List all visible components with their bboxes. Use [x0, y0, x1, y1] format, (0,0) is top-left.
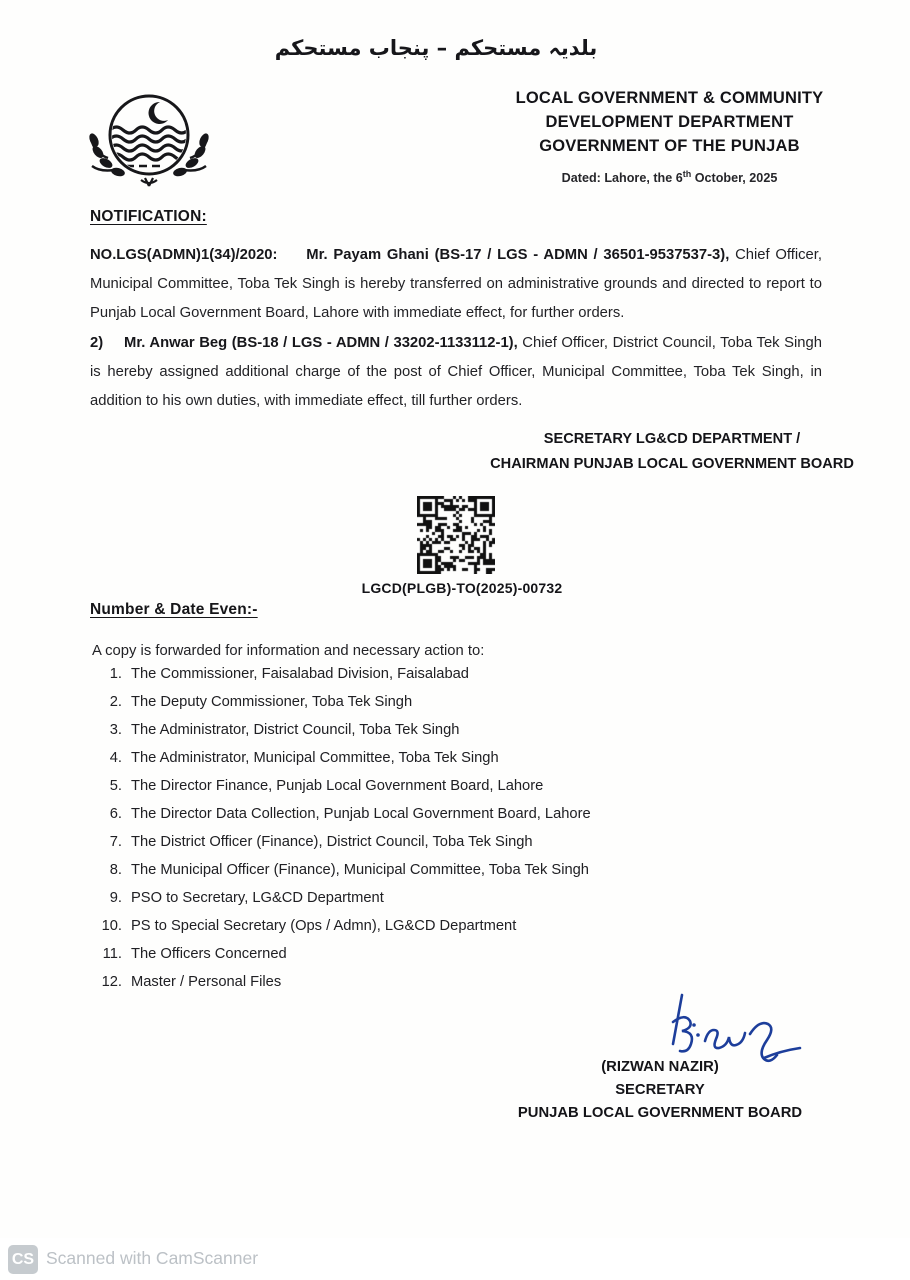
distribution-list-item: The Municipal Officer (Finance), Municipal Committee, Toba Tek Singh — [131, 862, 589, 878]
paragraph-1-body: Chief Officer, Municipal Committee, Toba Tek Singh is hereby transferred on administrative grounds and directed to report to Punjab Local Government Board, Lahore with immediate effect, for further orders. — [90, 247, 822, 321]
distribution-list-item: The Director Data Collection, Punjab Local Government Board, Lahore — [131, 806, 591, 822]
document-tracking-number: LGCD(PLGB)-TO(2025)-00732 — [361, 580, 563, 596]
issuing-authority-line: SECRETARY LG&CD DEPARTMENT / — [543, 431, 801, 447]
date-line — [512, 169, 827, 185]
distribution-list — [90, 666, 591, 1002]
distribution-list-item: The Officers Concerned — [131, 946, 287, 962]
camscanner-icon: CS — [8, 1245, 38, 1274]
paragraph-additional-charge — [90, 329, 822, 416]
date-prefix: Dated: Lahore, the 6 — [561, 171, 683, 186]
notification-heading: NOTIFICATION: — [90, 208, 207, 225]
camscanner-watermark: Scanned with CamScanner — [46, 1248, 259, 1268]
distribution-list-item: The Commissioner, Faisalabad Division, Faisalabad — [131, 666, 469, 682]
distribution-list-item: The Administrator, Municipal Committee, Toba Tek Singh — [131, 750, 499, 766]
reference-number: NO.LGS(ADMN)1(34)/2020: — [90, 247, 278, 263]
issuing-authority — [486, 427, 858, 477]
number-date-heading: Number & Date Even:- — [90, 601, 258, 618]
qr-code — [417, 496, 495, 574]
signatory-title: SECRETARY — [615, 1082, 705, 1098]
officer-1-name: Mr. Payam Ghani (BS-17 / LGS - ADMN / 36501-9537537-3), — [306, 247, 730, 263]
department-header — [512, 86, 827, 158]
distribution-list-item: PSO to Secretary, LG&CD Department — [131, 890, 384, 906]
date-superscript: th — [682, 169, 692, 179]
camscanner-footer — [0, 1238, 910, 1280]
paragraph-transfer-order — [90, 241, 822, 328]
punjab-government-emblem — [84, 86, 214, 196]
department-header-line: DEVELOPMENT DEPARTMENT — [545, 113, 794, 131]
signatory-name: (RIZWAN NAZIR) — [601, 1059, 719, 1075]
paragraph-2-number: 2) — [90, 335, 104, 351]
distribution-list-item: Master / Personal Files — [131, 974, 282, 990]
signature-block — [505, 1056, 815, 1125]
urdu-slogan: بلدیہ مستحکم – پنجاب مستحکم — [274, 36, 598, 60]
distribution-list-item: The Deputy Commissioner, Toba Tek Singh — [131, 694, 413, 710]
issuing-authority-line: CHAIRMAN PUNJAB LOCAL GOVERNMENT BOARD — [490, 456, 854, 472]
department-header-line: LOCAL GOVERNMENT & COMMUNITY — [515, 89, 824, 107]
distribution-list-item: The Administrator, District Council, Toba Tek Singh — [131, 722, 460, 738]
distribution-list-item: PS to Special Secretary (Ops / Admn), LG&CD Department — [131, 918, 517, 934]
signatory-organization: PUNJAB LOCAL GOVERNMENT BOARD — [517, 1105, 803, 1121]
paragraph-2-body: Chief Officer, District Council, Toba Tek Singh is hereby assigned additional charge of the post of Chief Officer, Municipal Committee, Toba Tek Singh, in addition to his own duties, with immediate effect, till further orders. — [90, 335, 822, 409]
officer-2-name: Mr. Anwar Beg (BS-18 / LGS - ADMN / 33202-1133112-1), — [124, 335, 518, 351]
date-suffix: October, 2025 — [691, 171, 778, 186]
copy-forwarded-line: A copy is forwarded for information and necessary action to: — [92, 643, 485, 659]
distribution-list-item: The Director Finance, Punjab Local Government Board, Lahore — [131, 778, 544, 794]
distribution-list-item: The District Officer (Finance), District Council, Toba Tek Singh — [131, 834, 533, 850]
department-header-line: GOVERNMENT OF THE PUNJAB — [539, 137, 800, 155]
